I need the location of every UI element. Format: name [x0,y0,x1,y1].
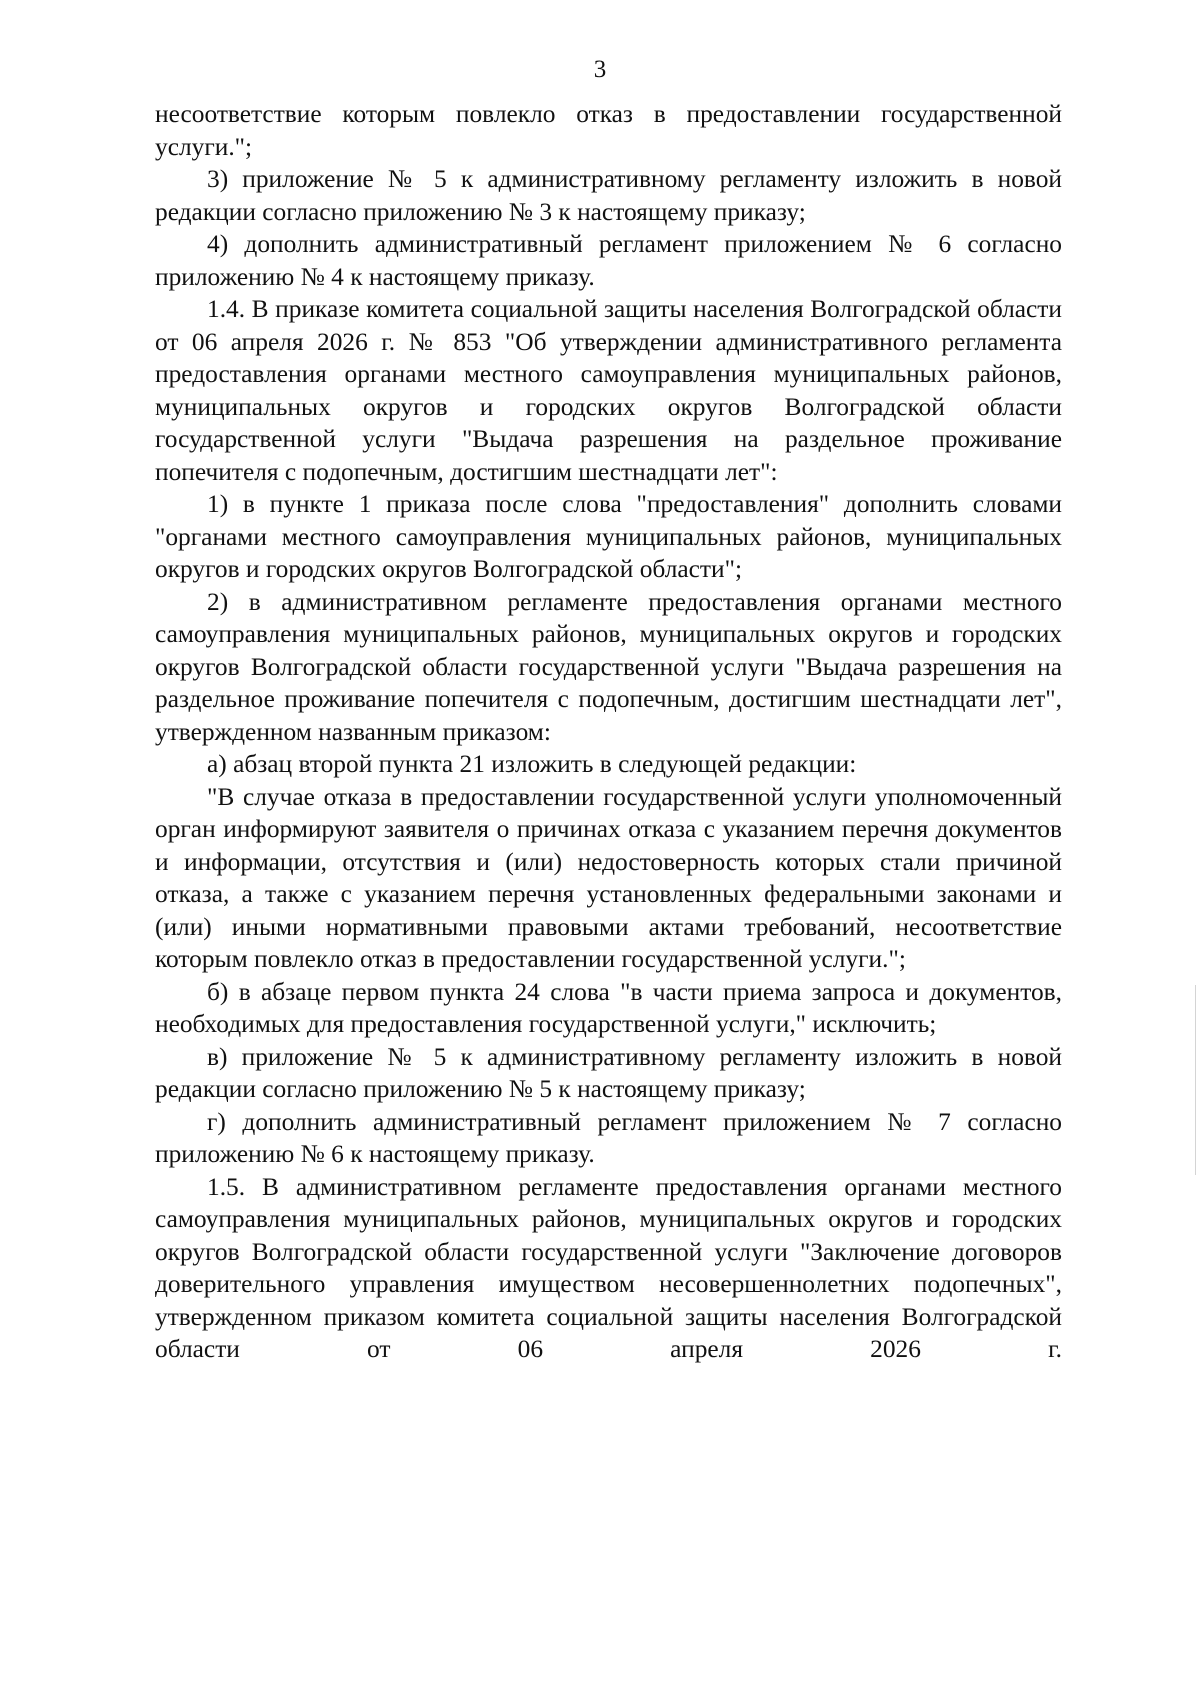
paragraph-1-4-item-1: 1) в пункте 1 приказа после слова "предоставления" дополнить словами "органами местного самоуправления муниципальных районов, муниципальных округов и городских округов Волгоградской области"; [155,490,1062,583]
paragraph-section-1-4: 1.4. В приказе комитета социальной защиты населения Волгоградской области от 06 апреля 2026 г. № 853 "Об утверждении административного регламента предоставления органами местного самоуправления муниципальных районов, муниципальных округов и городских округов Волгоградской области государственной услуги "Выдача разрешения на раздельное проживание попечителя с подопечным, достигшим шестнадцати лет": [155,295,1062,486]
document-body [155,98,1062,1366]
paragraph-subitem-g: г) дополнить административный регламент приложением № 7 согласно приложению № 6 к настоящему приказу. [155,1107,1062,1168]
paragraph-1-4-item-2: 2) в административном регламенте предоставления органами местного самоуправления муниципальных районов, муниципальных округов и городских округов Волгоградской области государственной услуги "Выдача разрешения на раздельное проживание попечителя с подопечным, достигшим шестнадцати лет", утвержденном названным приказом: [155,587,1062,746]
paragraph-quoted-text: "В случае отказа в предоставлении государственной услуги уполномоченный орган информируют заявителя о причинах отказа с указанием перечня документов и информации, отсутствия и (или) недостоверность которых стали причиной отказа, а также с указанием перечня установленных федеральными законами и (или) иными нормативными правовыми актами требований, несоответствие которым повлекло отказ в предоставлении государственной услуги."; [155,782,1062,973]
paragraph-subitem-a: а) абзац второй пункта 21 изложить в следующей редакции: [207,750,857,778]
paragraph-subitem-v: в) приложение № 5 к административному регламенту изложить в новой редакции согласно приложению № 5 к настоящему приказу; [155,1042,1062,1103]
paragraph-item-4: 4) дополнить административный регламент приложением № 6 согласно приложению № 4 к настоящему приказу. [155,230,1062,291]
page-number: 3 [593,56,607,83]
paragraph-item-3: 3) приложение № 5 к административному регламенту изложить в новой редакции согласно приложению № 3 к настоящему приказу; [155,165,1062,226]
paragraph-subitem-b: б) в абзаце первом пункта 24 слова "в части приема запроса и документов, необходимых для предоставления государственной услуги," исключить; [155,977,1062,1038]
paragraph-section-1-5: 1.5. В административном регламенте предоставления органами местного самоуправления муниципальных районов, муниципальных округов и городских округов Волгоградской области государственной услуги "Заключение договоров доверительного управления имуществом несовершеннолетних подопечных", утвержденном приказом комитета социальной защиты населения Волгоградской области от 06 апреля 2026 г. [155,1172,1062,1363]
paragraph-continuation: несоответствие которым повлекло отказ в предоставлении государственной услуги."; [155,100,1062,161]
scan-edge-mark [1195,985,1196,1175]
